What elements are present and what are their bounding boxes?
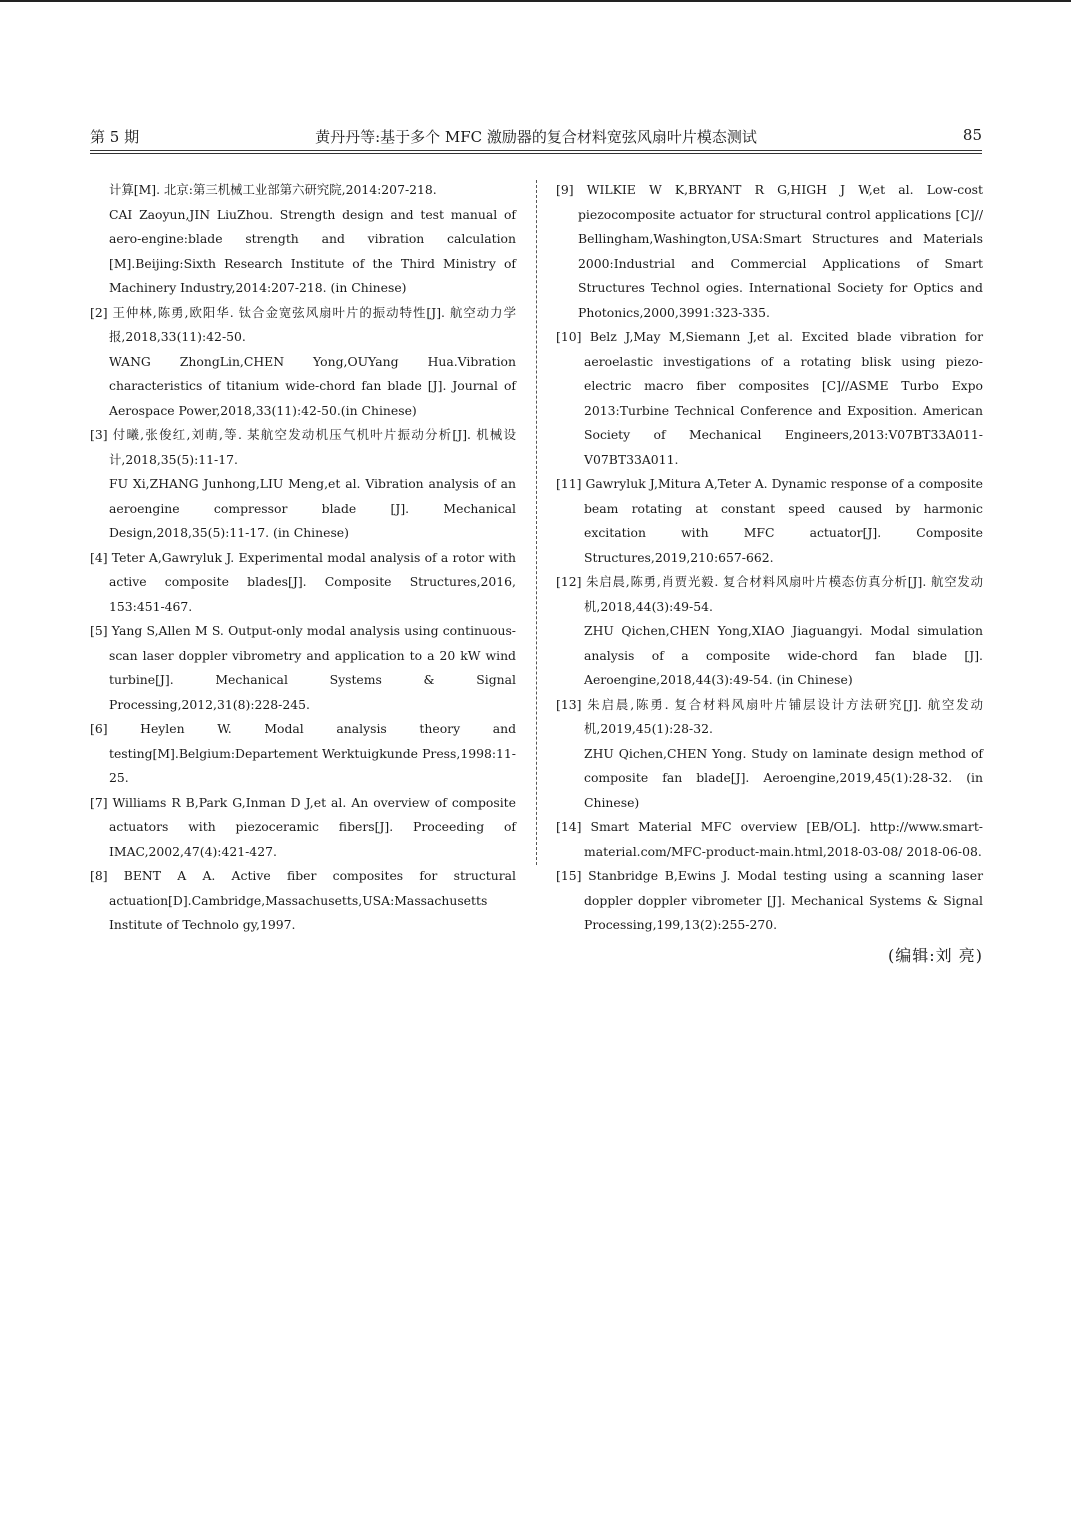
reference-cn: [12] 朱启晨,陈勇,肖贾光毅. 复合材料风扇叶片模态仿真分析[J]. 航空发动机,2018,44(3):49-54.: [556, 574, 983, 614]
reference-5: [90, 619, 516, 717]
reference-9: [556, 178, 983, 325]
reference-text: [6] Heylen W. Modal analysis theory and testing[M].Belgium:Departement Werktuigkunde Press,1998:11-25.: [90, 721, 516, 785]
left-column: [90, 178, 516, 938]
reference-12: [556, 570, 983, 693]
reference-cn: [13] 朱启晨,陈勇. 复合材料风扇叶片铺层设计方法研究[J]. 航空发动机,2019,45(1):28-32.: [556, 696, 983, 736]
reference-cn: [3] 付曦,张俊红,刘萌,等. 某航空发动机压气机叶片振动分析[J]. 机械设计,2018,35(5):11-17.: [90, 427, 516, 467]
reference-text: [7] Williams R B,Park G,Inman D J,et al. An overview of composite actuators with piezoceramic fibers[J]. Proceeding of IMAC,2002,47(4):421-427.: [90, 794, 516, 859]
reference-en: FU Xi,ZHANG Junhong,LIU Meng,et al. Vibration analysis of an aeroengine compressor blade [J]. Mechanical Design,2018,35(5):11-17. (in Chinese): [109, 476, 516, 540]
reference-text: [11] Gawryluk J,Mitura A,Teter A. Dynamic response of a composite beam rotating at constant speed caused by harmonic excitation with MFC actuator[J]. Composite Structures,2019,210:657-662.: [556, 476, 983, 565]
reference-8: [90, 864, 516, 938]
header-rule: [90, 150, 982, 151]
running-title: 黄丹丹等:基于多个 MFC 激励器的复合材料宽弦风扇叶片模态测试: [315, 128, 757, 146]
reference-text: [4] Teter A,Gawryluk J. Experimental modal analysis of a rotor with active composite blades[J]. Composite Structures,2016, 153:451-467.: [90, 549, 516, 614]
reference-15: [556, 864, 983, 938]
reference-text: [9] WILKIE W K,BRYANT R G,HIGH J W,et al. Low-cost piezocomposite actuator for structural control applications [C]// Bellingham,Washington,USA:Smart Structures and Materials 2000:Industrial and Commercial Applications of Smart Structures Technol ogies. International Society for Optics and Photonics,2000,3991:323-335.: [556, 182, 983, 320]
column-divider: [536, 180, 537, 865]
reference-14: [556, 815, 983, 864]
reference-text: [10] Belz J,May M,Siemann J,et al. Excited blade vibration for aeroelastic investigations of a rotating blisk using piezo-electric macro fiber composites [C]//ASME Turbo Expo 2013:Turbine Technical Conference and Exposition. American Society of Mechanical Engineers,2013:V07BT33A011-V07BT33A011.: [556, 329, 983, 467]
right-column: [556, 178, 983, 968]
reference-en: WANG ZhongLin,CHEN Yong,OUYang Hua.Vibration characteristics of titanium wide-chord fan blade [J]. Journal of Aerospace Power,2018,33(11):42-50.(in Chinese): [109, 353, 516, 418]
reference-1-continued: [90, 178, 516, 301]
top-border-line: [0, 0, 1071, 2]
reference-13: [556, 693, 983, 816]
reference-10: [556, 325, 983, 472]
reference-3: [90, 423, 516, 546]
reference-en: ZHU Qichen,CHEN Yong,XIAO Jiaguangyi. Modal simulation analysis of a composite wide-chord fan blade [J]. Aeroengine,2018,44(3):49-54. (in Chinese): [584, 623, 983, 687]
page-number: 85: [962, 126, 982, 144]
reference-text: [14] Smart Material MFC overview [EB/OL]. http://www.smart-material.com/MFC-product-main.html,2018-03-08/ 2018-06-08.: [556, 819, 983, 859]
running-header: [90, 126, 982, 150]
reference-cn: 计算[M]. 北京:第三机械工业部第六研究院,2014:207-218.: [109, 182, 437, 197]
reference-11: [556, 472, 983, 570]
reference-cn: [2] 王仲林,陈勇,欧阳华. 钛合金宽弦风扇叶片的振动特性[J]. 航空动力学报,2018,33(11):42-50.: [90, 304, 516, 344]
reference-4: [90, 546, 516, 620]
reference-6: [90, 717, 516, 791]
header-rule-secondary: [90, 153, 982, 154]
issue-number: 第 5 期: [90, 128, 140, 146]
reference-en: CAI Zaoyun,JIN LiuZhou. Strength design and test manual of aero-engine:blade strength and vibration calculation [M].Beijing:Sixth Research Institute of the Third Ministry of Machinery Industry,2014:207-218. (in Chinese): [109, 206, 516, 295]
reference-text: [5] Yang S,Allen M S. Output-only modal analysis using continuous-scan laser doppler vibrometry and application to a 20 kW wind turbine[J]. Mechanical Systems & Signal Processing,2012,31(8):228-245.: [90, 623, 516, 712]
reference-7: [90, 791, 516, 865]
reference-text: [8] BENT A A. Active fiber composites for structural actuation[D].Cambridge,Massachusetts,USA:Massachusetts Institute of Technolo gy,1997.: [90, 868, 516, 932]
reference-en: ZHU Qichen,CHEN Yong. Study on laminate design method of composite fan blade[J]. Aeroengine,2019,45(1):28-32. (in Chinese): [584, 745, 983, 810]
editor-credit: (编辑:刘 亮): [888, 945, 983, 965]
reference-2: [90, 301, 516, 424]
reference-text: [15] Stanbridge B,Ewins J. Modal testing using a scanning laser doppler doppler vibrometer [J]. Mechanical Systems & Signal Processing,199,13(2):255-270.: [556, 868, 983, 932]
